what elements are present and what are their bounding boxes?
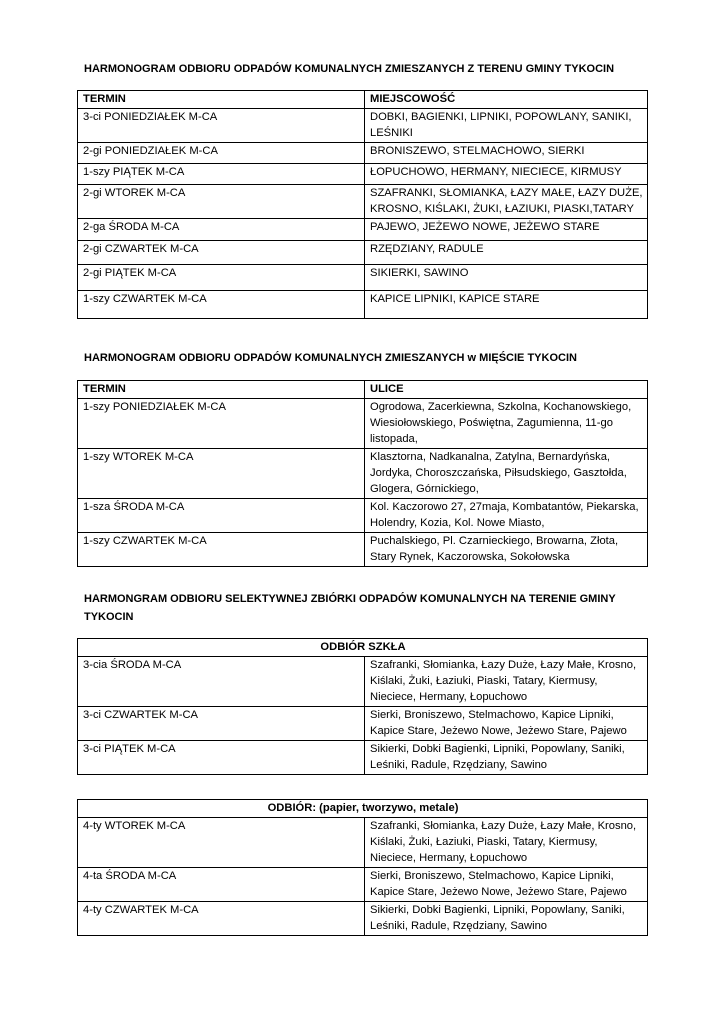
termin-cell: 2-ga ŚRODA M-CA	[78, 219, 365, 241]
gmina-table	[77, 90, 648, 319]
header-termin: TERMIN	[78, 381, 365, 399]
termin-cell: 2-gi PIĄTEK M-CA	[78, 265, 365, 291]
table-row	[78, 109, 648, 143]
ulice-cell: Kol. Kaczorowo 27, 27maja, Kombatantów, Piekarska, Holendry, Kozia, Kol. Nowe Miasto,	[365, 499, 648, 533]
ulice-cell: Klasztorna, Nadkanalna, Zatylna, Bernardyńska, Jordyka, Choroszczańska, Piłsudskiego, Gasztołda, Glogera, Górnickiego,	[365, 449, 648, 499]
miejsca-cell: PAJEWO, JEŻEWO NOWE, JEŻEWO STARE	[365, 219, 648, 241]
ulice-cell: Puchalskiego, Pl. Czarnieckiego, Browarna, Złota, Stary Rynek, Kaczorowska, Sokołowska	[365, 533, 648, 567]
termin-cell: 1-szy CZWARTEK M-CA	[78, 291, 365, 319]
miejsca-cell: ŁOPUCHOWO, HERMANY, NIECIECE, KIRMUSY	[365, 164, 648, 185]
table-row	[78, 707, 648, 741]
miejsca-cell: Szafranki, Słomianka, Łazy Duże, Łazy Małe, Krosno, Kiślaki, Żuki, Łaziuki, Piaski, Tatary, Kiermusy, Nieciece, Hermany, Łopuchowo	[365, 818, 648, 868]
szklo-header: ODBIÓR SZKŁA	[78, 639, 648, 657]
miejsca-cell: Szafranki, Słomianka, Łazy Duże, Łazy Małe, Krosno, Kiślaki, Żuki, Łaziuki, Piaski, Tatary, Kiermusy, Nieciece, Hermany, Łopuchowo	[365, 657, 648, 707]
termin-cell: 2-gi PONIEDZIAŁEK M-CA	[78, 143, 365, 164]
termin-cell: 2-gi CZWARTEK M-CA	[78, 241, 365, 265]
table-row	[78, 818, 648, 868]
termin-cell: 1-szy CZWARTEK M-CA	[78, 533, 365, 567]
header-ulice: ULICE	[365, 381, 648, 399]
table-row	[78, 143, 648, 164]
table-row	[78, 291, 648, 319]
table-header-row	[78, 800, 648, 818]
miejsca-cell: Sierki, Broniszewo, Stelmachowo, Kapice Lipniki, Kapice Stare, Jeżewo Nowe, Jeżewo Stare, Pajewo	[365, 868, 648, 902]
miejsca-cell: Sikierki, Dobki Bagienki, Lipniki, Popowlany, Saniki, Leśniki, Radule, Rzędziany, Sawino	[365, 741, 648, 775]
szklo-table	[77, 638, 648, 775]
miejsca-cell: KAPICE LIPNIKI, KAPICE STARE	[365, 291, 648, 319]
termin-cell: 3-ci PONIEDZIAŁEK M-CA	[78, 109, 365, 143]
table-row	[78, 902, 648, 936]
termin-cell: 1-szy PONIEDZIAŁEK M-CA	[78, 399, 365, 449]
gmina-title: HARMONOGRAM ODBIORU ODPADÓW KOMUNALNYCH ZMIESZANYCH Z TERENU GMINY TYKOCIN	[84, 63, 615, 75]
miejsca-cell: Sikierki, Dobki Bagienki, Lipniki, Popowlany, Saniki, Leśniki, Radule, Rzędziany, Sawino	[365, 902, 648, 936]
termin-cell: 3-ci CZWARTEK M-CA	[78, 707, 365, 741]
table-row	[78, 533, 648, 567]
termin-cell: 1-szy WTOREK M-CA	[78, 449, 365, 499]
table-row	[78, 657, 648, 707]
table-row	[78, 741, 648, 775]
miejsca-cell: Sierki, Broniszewo, Stelmachowo, Kapice Lipniki, Kapice Stare, Jeżewo Nowe, Jeżewo Stare, Pajewo	[365, 707, 648, 741]
miejsca-cell: SIKIERKI, SAWINO	[365, 265, 648, 291]
miasto-table	[77, 380, 648, 567]
ulice-cell: Ogrodowa, Zacerkiewna, Szkolna, Kochanowskiego, Wiesiołowskiego, Poświętna, Zagumienna, 11-go listopada,	[365, 399, 648, 449]
table-row	[78, 219, 648, 241]
table-header-row	[78, 381, 648, 399]
table-header-row	[78, 639, 648, 657]
table-row	[78, 241, 648, 265]
termin-cell: 3-ci PIĄTEK M-CA	[78, 741, 365, 775]
termin-cell: 2-gi WTOREK M-CA	[78, 185, 365, 219]
table-row	[78, 449, 648, 499]
miejsca-cell: DOBKI, BAGIENKI, LIPNIKI, POPOWLANY, SANIKI, LEŚNIKI	[365, 109, 648, 143]
table-header-row	[78, 91, 648, 109]
termin-cell: 1-sza ŚRODA M-CA	[78, 499, 365, 533]
miejsca-cell: BRONISZEWO, STELMACHOWO, SIERKI	[365, 143, 648, 164]
papier-header: ODBIÓR: (papier, tworzywo, metale)	[78, 800, 648, 818]
table-row	[78, 164, 648, 185]
header-termin: TERMIN	[78, 91, 365, 109]
miejsca-cell: SZAFRANKI, SŁOMIANKA, ŁAZY MAŁE, ŁAZY DUŻE, KROSNO, KIŚLAKI, ŻUKI, ŁAZIUKI, PIASKI,TATARY	[365, 185, 648, 219]
table-row	[78, 265, 648, 291]
table-row	[78, 868, 648, 902]
termin-cell: 4-ty CZWARTEK M-CA	[78, 902, 365, 936]
termin-cell: 1-szy PIĄTEK M-CA	[78, 164, 365, 185]
header-miejscowosc: MIEJSCOWOŚĆ	[365, 91, 648, 109]
table-row	[78, 499, 648, 533]
table-row	[78, 399, 648, 449]
termin-cell: 4-ty WTOREK M-CA	[78, 818, 365, 868]
miasto-title: HARMONOGRAM ODBIORU ODPADÓW KOMUNALNYCH ZMIESZANYCH w MIĘŚCIE TYKOCIN	[84, 352, 577, 364]
termin-cell: 4-ta ŚRODA M-CA	[78, 868, 365, 902]
table-row	[78, 185, 648, 219]
miejsca-cell: RZĘDZIANY, RADULE	[365, 241, 648, 265]
papier-table	[77, 799, 648, 936]
termin-cell: 3-cia ŚRODA M-CA	[78, 657, 365, 707]
selektywna-title: HARMONGRAM ODBIORU SELEKTYWNEJ ZBIÓRKI ODPADÓW KOMUNALNYCH NA TERENIE GMINY TYKOCIN	[84, 593, 616, 623]
